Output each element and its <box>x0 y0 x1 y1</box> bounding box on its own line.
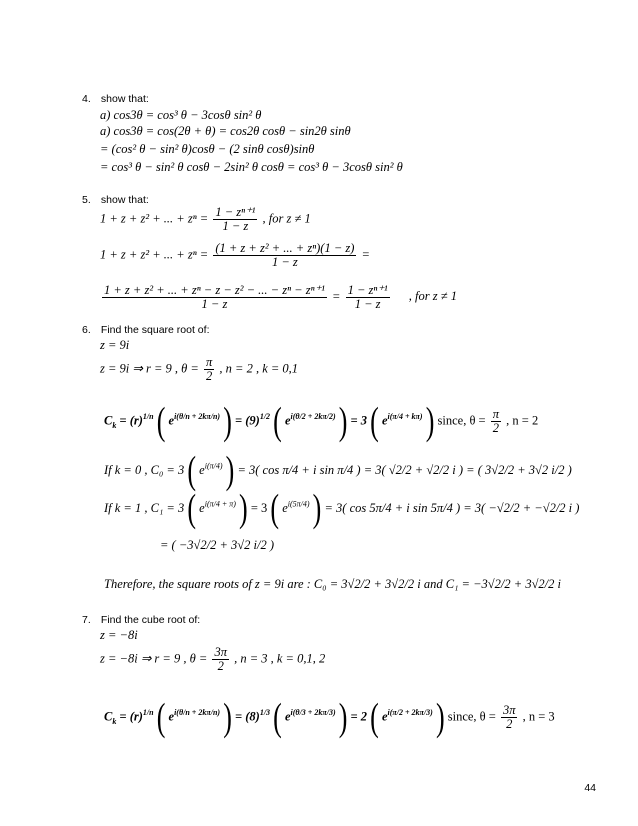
p4-line-4: = cos³ θ − sin² θ cosθ − 2sin² θ cosθ = cos³ θ − 3cosθ sin² θ <box>100 160 403 174</box>
p7-ck-formula: $C_k = (r)^{1/n}$ ( $e^{i(\theta/n + 2k\pi/n)}$ ) = $(8)^{1/3}$ ( $e^{i(\theta/3 + 2k\pi/3)}$ ) = 2 ( $e^{i(\pi/2 + 2k\pi/3)}$ ) since, θ = $\frac{3\pi}{2}$ , n = 3 <box>104 695 555 739</box>
fraction-numerator: 1 − zⁿ⁺¹ <box>347 283 388 297</box>
problem-number: 4. <box>82 93 91 105</box>
problem-4-heading <box>82 93 149 105</box>
p7-params-right: , n = 3 , k = 0,1, 2 <box>234 651 326 666</box>
fraction-numerator: 3π <box>214 645 227 659</box>
fraction-denominator: 1 − z <box>271 255 298 269</box>
ck-since: since, θ = <box>447 709 496 724</box>
k0-label: If k = 0 , C₀ = 3 <box>104 462 185 477</box>
ck-two-term: = 2 <box>350 709 368 724</box>
p4-line-2: a) cos3θ = cos(2θ + θ) = cos2θ cosθ − sin2θ sinθ <box>100 124 351 138</box>
problem-6-heading <box>82 324 210 336</box>
fraction-denominator: 1 − z <box>354 297 381 311</box>
ck-three-term: = 3 <box>350 413 368 428</box>
k1-trig-expansion: = 3( cos 5π/4 + i sin 5π/4 ) = 3( −√2/2 + −√2/2 i ) <box>324 500 580 515</box>
p7-theta-fraction <box>212 646 229 673</box>
since-fraction <box>491 408 501 435</box>
p5-line3-fraction-left <box>102 284 327 311</box>
since-fraction <box>501 704 518 731</box>
p6-params-left: z = 9i ⇒ r = 9 , θ = <box>100 361 199 376</box>
ck-r-term: (r) <box>129 413 143 428</box>
problem-title: show that: <box>100 194 149 206</box>
p7-given: z = −8i <box>100 628 138 642</box>
p6-k0-line: If k = 0 , C₀ = 3 ( $e^{i(\pi/4)}$ ) = 3( cos π/4 + i sin π/4 ) = 3( √2/2 + √2/2 i ) = ( 3√2/2 + 3√2 i/2 ) <box>104 448 572 492</box>
p5-line1-left: 1 + z + z² + ... + zⁿ = <box>100 211 209 226</box>
fraction-denominator: 2 <box>506 717 513 731</box>
fraction-numerator: 1 − zⁿ⁺¹ <box>215 205 256 219</box>
p5-line1-condition: , for z ≠ 1 <box>262 211 311 226</box>
problem-title: show that: <box>100 93 149 105</box>
ck-n: , n = 3 <box>522 709 555 724</box>
p6-k1-line: If k = 1 , C₁ = 3 ( $e^{i(\pi/4 + \pi)}$ ) = 3 ( $e^{i(5\pi/4)}$ ) = 3( cos 5π/4 + i sin 5π/4 ) = 3( −√2/2 + −√2/2 i ) <box>104 486 580 530</box>
fraction-numerator: π <box>492 407 500 421</box>
fraction-denominator: 2 <box>217 659 224 673</box>
p5-line2-fraction <box>213 242 356 269</box>
k0-exponent: i(π/4) <box>204 461 223 471</box>
p5-line-3 <box>100 284 457 311</box>
ck-symbol: C <box>104 709 113 724</box>
exponent-3: i(π/2 + 2kπ/3) <box>387 708 433 718</box>
exponent-3: i(π/4 + kπ) <box>387 412 423 422</box>
fraction-denominator: 2 <box>206 369 213 383</box>
p6-given: z = 9i <box>100 338 130 352</box>
p5-line2-equals: = <box>361 247 370 262</box>
problem-5-heading <box>82 194 149 206</box>
p6-params-right: , n = 2 , k = 0,1 <box>219 361 299 376</box>
problem-number: 7. <box>82 614 91 626</box>
problem-number: 6. <box>82 324 91 336</box>
exponent-2: i(θ/3 + 2kπ/3) <box>290 708 336 718</box>
k1-label: If k = 1 , C₁ = 3 <box>104 500 185 515</box>
ck-r-term: (r) <box>129 709 143 724</box>
p7-params-left: z = −8i ⇒ r = 9 , θ = <box>100 651 208 666</box>
p4-line-1: a) cos3θ = cos³ θ − 3cosθ sin² θ <box>100 108 262 122</box>
equals-sign: = <box>332 289 341 304</box>
p5-line-1 <box>100 206 311 233</box>
p7-params <box>100 646 325 673</box>
ck-eight-term: = (8) <box>234 709 260 724</box>
k1-exponent-simplified: i(5π/4) <box>287 499 310 509</box>
fraction-numerator: 3π <box>502 703 516 717</box>
k0-trig-expansion: = 3( cos π/4 + i sin π/4 ) = 3( √2/2 + √2/2 i ) = ( 3√2/2 + 3√2 i/2 ) <box>237 462 572 477</box>
p5-line3-condition: , for z ≠ 1 <box>408 289 457 304</box>
ck-symbol: C <box>104 413 113 428</box>
exponent-1: i(θ/n + 2kπ/n) <box>174 708 221 718</box>
ck-n: , n = 2 <box>506 413 539 428</box>
fraction-denominator: 2 <box>492 421 499 435</box>
p6-ck-formula: $C_k = (r)^{1/n}$ ( $e^{i(\theta/n + 2k\pi/n)}$ ) = $(9)^{1/2}$ ( $e^{i(\theta/2 + 2k\pi/2)}$ ) = 3 ( $e^{i(\pi/4 + k\pi)}$ ) since, θ = $\frac{\pi}{2}$ , n = 2 <box>104 399 539 443</box>
p6-k1-final: = ( −3√2/2 + 3√2 i/2 ) <box>160 538 275 552</box>
p6-theta-fraction <box>204 356 214 383</box>
p5-line3-fraction-right <box>346 284 390 311</box>
fraction-numerator: (1 + z + z² + ... + zⁿ)(1 − z) <box>215 241 355 255</box>
exponent-2: i(θ/2 + 2kπ/2) <box>290 412 336 422</box>
problem-title: Find the square root of: <box>100 324 210 336</box>
fraction-denominator: 1 − z <box>201 297 228 311</box>
problem-7-heading <box>82 614 200 626</box>
p5-line-2 <box>100 242 370 269</box>
page-number: 44 <box>584 782 596 794</box>
fraction-numerator: π <box>206 355 213 369</box>
ck-nine-term: = (9) <box>234 413 260 428</box>
problem-number: 5. <box>82 194 91 206</box>
p6-therefore: Therefore, the square roots of z = 9i are : C₀ = 3√2/2 + 3√2/2 i and C₁ = −3√2/2 + 3√2/2 i <box>104 577 561 591</box>
p4-line-3: = (cos² θ − sin² θ)cosθ − (2 sinθ cosθ)sinθ <box>100 142 315 156</box>
ck-since: since, θ = <box>437 413 486 428</box>
problem-title: Find the cube root of: <box>100 614 201 626</box>
fraction-numerator: 1 + z + z² + ... + zⁿ − z − z² − ... − zⁿ − zⁿ⁺¹ <box>104 283 325 297</box>
fraction-denominator: 1 − z <box>222 219 249 233</box>
p5-line2-left: 1 + z + z² + ... + zⁿ = <box>100 247 209 262</box>
exponent-1: i(θ/n + 2kπ/n) <box>174 412 221 422</box>
p5-line1-fraction <box>213 206 257 233</box>
k1-exponent: i(π/4 + π) <box>204 499 236 509</box>
p6-params <box>100 356 298 383</box>
